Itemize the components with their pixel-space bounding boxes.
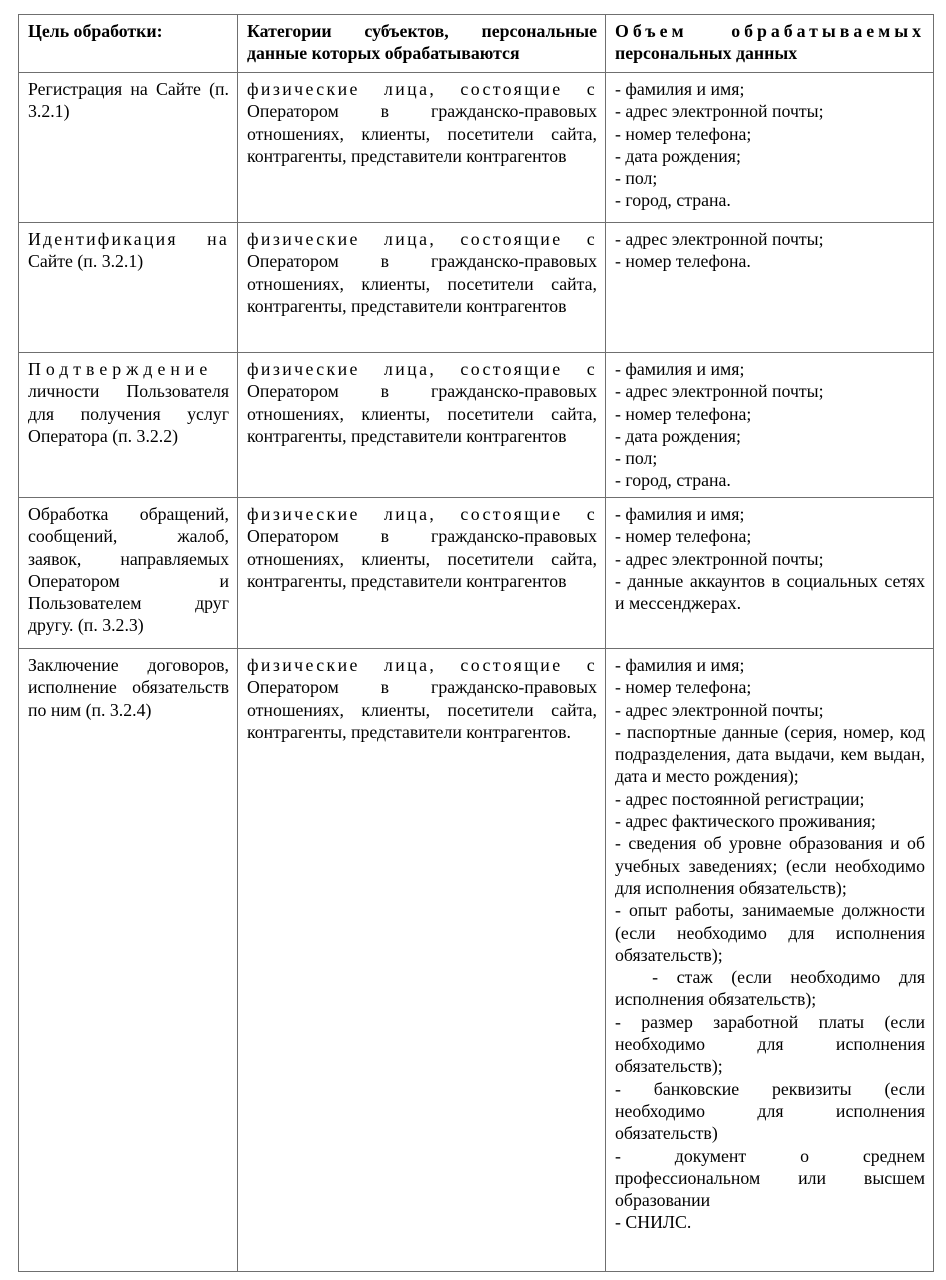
volume-item: - дата рождения; — [615, 425, 741, 446]
volume-item: - сведения об уровне образования и об учебных заведениях; (если необходимо для исполнения обязательств); — [615, 833, 930, 898]
table-row — [19, 353, 934, 498]
categories-cell: физические лица, состоящие с Оператором в гражданско-правовых отношениях, клиенты, посетители сайта, контрагенты, представители контрагентов — [238, 353, 606, 498]
volume-item: - адрес электронной почты; — [615, 381, 824, 402]
categories-cell: физические лица, состоящие с Оператором в гражданско-правовых отношениях, клиенты, посетители сайта, контрагенты, представители контрагентов — [238, 498, 606, 649]
table-header-row — [19, 15, 934, 73]
volume-item: - пол; — [615, 448, 658, 469]
volume-item: - документ о среднем профессиональном или высшем образовании — [615, 1145, 930, 1211]
personal-data-processing-table — [18, 14, 934, 1272]
header-data-volume: Объем обрабатываемых персональных данных — [606, 15, 934, 73]
table-row — [19, 223, 934, 353]
volume-item: - фамилия и имя; — [615, 79, 745, 99]
volume-cell — [606, 353, 934, 498]
volume-cell — [606, 223, 934, 353]
volume-item: - город, страна. — [615, 470, 731, 491]
table-body — [19, 73, 934, 1272]
volume-item: - номер телефона; — [615, 526, 752, 547]
volume-item: - дата рождения; — [615, 145, 741, 166]
volume-item: - номер телефона; — [615, 403, 752, 424]
categories-cell: физические лица, состоящие с Оператором в гражданско-правовых отношениях, клиенты, посетители сайта, контрагенты, представители контрагентов — [238, 73, 606, 223]
table-row — [19, 73, 934, 223]
categories-cell: физические лица, состоящие с Оператором в гражданско-правовых отношениях, клиенты, посетители сайта, контрагенты, представители контрагентов — [238, 223, 606, 353]
volume-cell — [606, 498, 934, 649]
volume-item: - фамилия и имя; — [615, 504, 745, 524]
volume-cell — [606, 649, 934, 1272]
volume-item: - банковские реквизиты (если необходимо для исполнения обязательств) — [615, 1078, 930, 1144]
volume-item: - данные аккаунтов в социальных сетях и мессенджерах. — [615, 570, 930, 614]
volume-item: - город, страна. — [615, 190, 731, 211]
volume-item: - адрес электронной почты; — [615, 229, 824, 249]
volume-item: - паспортные данные (серия, номер, код подразделения, дата выдачи, кем выдан, дата и место рождения); — [615, 721, 930, 787]
header-purpose: Цель обработки: — [19, 15, 238, 73]
volume-item: - адрес электронной почты; — [615, 548, 824, 569]
table-row — [19, 498, 934, 649]
purpose-cell: Заключение договоров, исполнение обязательств по ним (п. 3.2.4) — [19, 649, 238, 1272]
volume-item: - СНИЛС. — [615, 1212, 692, 1233]
volume-item: - адрес электронной почты; — [615, 699, 824, 720]
volume-item: - пол; — [615, 168, 658, 189]
purpose-cell: Обработка обращений, сообщений, жалоб, заявок, направляемых Оператором и Пользователем друг другу. (п. 3.2.3) — [19, 498, 238, 649]
volume-item: - фамилия и имя; — [615, 655, 745, 675]
categories-cell: физические лица, состоящие с Оператором в гражданско-правовых отношениях, клиенты, посетители сайта, контрагенты, представители контрагентов. — [238, 649, 606, 1272]
volume-item: - адрес фактического проживания; — [615, 811, 876, 832]
volume-item: - размер заработной платы (если необходимо для исполнения обязательств); — [615, 1011, 930, 1077]
header-subject-categories: Категории субъектов, персональные данные которых обрабатываются — [238, 15, 606, 73]
table-row — [19, 649, 934, 1272]
purpose-cell: Подтверждение личности Пользователя для получения услуг Оператора (п. 3.2.2) — [19, 353, 238, 498]
volume-item: - опыт работы, занимаемые должности (если необходимо для исполнения обязательств); — [615, 900, 930, 965]
purpose-cell: Идентификация на Сайте (п. 3.2.1) — [19, 223, 238, 353]
volume-item: - фамилия и имя; — [615, 359, 745, 379]
volume-item: - номер телефона; — [615, 123, 752, 144]
volume-cell — [606, 73, 934, 223]
volume-item: - стаж (если необходимо для исполнения обязательств); — [615, 967, 930, 1010]
volume-item: - адрес постоянной регистрации; — [615, 788, 865, 809]
volume-item: - номер телефона. — [615, 251, 751, 272]
volume-item: - адрес электронной почты; — [615, 101, 824, 122]
volume-item: - номер телефона; — [615, 677, 752, 698]
purpose-cell: Регистрация на Сайте (п. 3.2.1) — [19, 73, 238, 223]
